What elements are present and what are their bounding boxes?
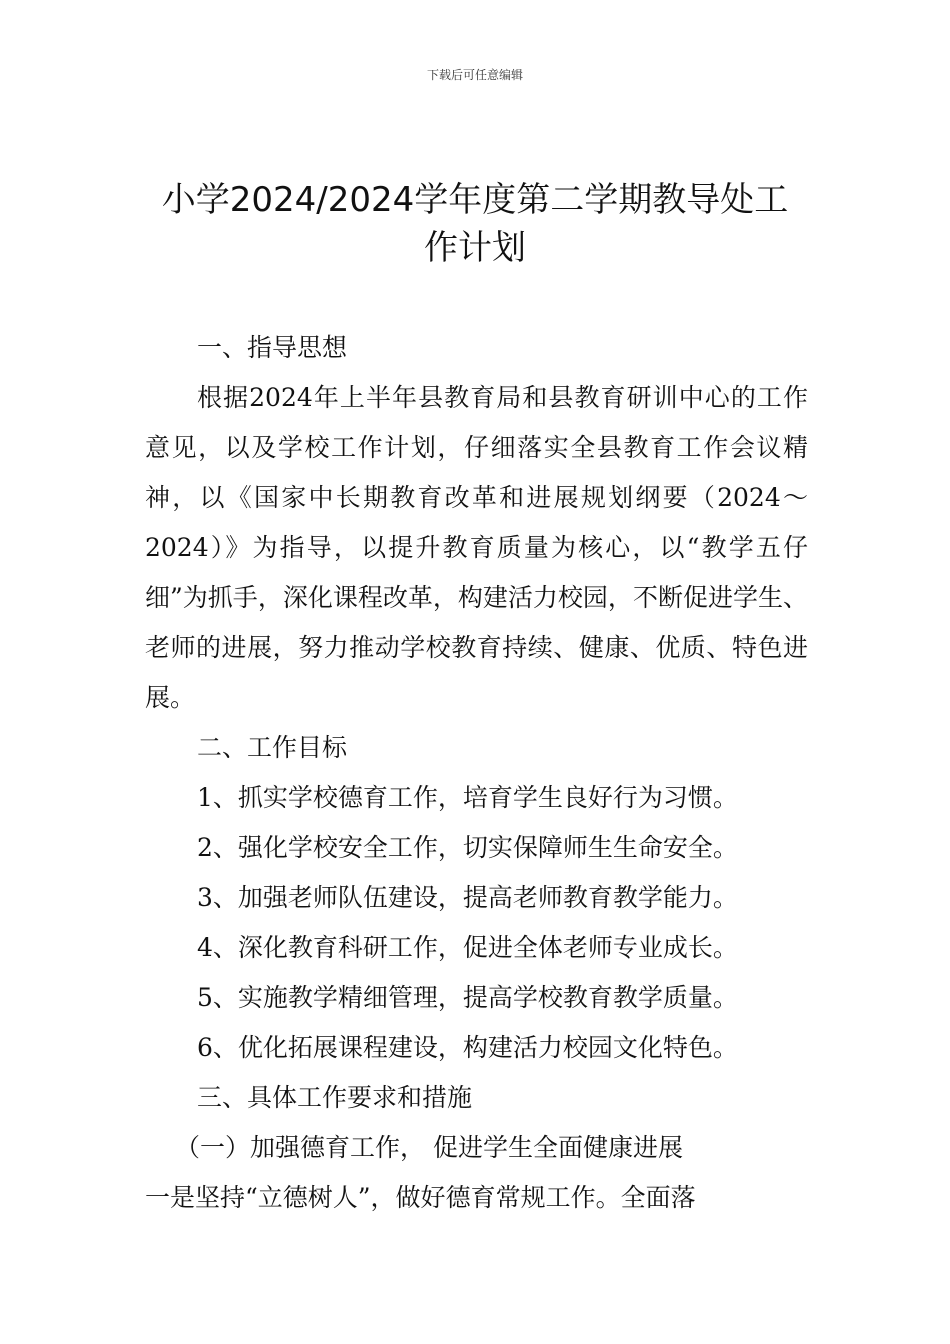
section-heading-guiding-ideology: 一、指导思想 <box>197 333 348 362</box>
document-title: 小学2024/2024学年度第二学期教导处工作计划 <box>161 180 789 268</box>
goal-item: 1、抓实学校德育工作，培育学生良好行为习惯。 <box>197 783 738 812</box>
goal-item: 4、深化教育科研工作，促进全体老师专业成长。 <box>197 933 738 962</box>
section-heading-work-goals: 二、工作目标 <box>197 733 348 762</box>
goal-item: 3、加强老师队伍建设，提高老师教育教学能力。 <box>197 883 738 912</box>
page-header-note: 下载后可任意编辑 <box>426 68 523 82</box>
goal-item: 5、实施教学精细管理，提高学校教育教学质量。 <box>197 983 738 1012</box>
section-heading-requirements: 三、具体工作要求和措施 <box>197 1083 473 1112</box>
document-body <box>145 323 808 1223</box>
goal-item: 6、优化拓展课程建设，构建活力校园文化特色。 <box>197 1033 738 1062</box>
goal-item: 2、强化学校安全工作，切实保障师生生命安全。 <box>197 833 738 862</box>
subsection-heading-moral-education: （一）加强德育工作， 促进学生全面健康进展 <box>175 1133 683 1162</box>
paragraph-moral-education-start: 一是坚持“立德树人”，做好德育常规工作。全面落 <box>145 1183 696 1212</box>
paragraph-guiding-ideology: 根据2024年上半年县教育局和县教育研训中心的工作意见，以及学校工作计划，仔细落实全县教育工作会议精神，以《国家中长期教育改革和进展规划纲要（2024～2024）》为指导，以提升教育质量为核心，以“教学五仔细”为抓手，深化课程改革，构建活力校园，不断促进学生、老师的进展，努力推动学校教育持续、健康、优质、特色进展。 <box>145 383 808 712</box>
